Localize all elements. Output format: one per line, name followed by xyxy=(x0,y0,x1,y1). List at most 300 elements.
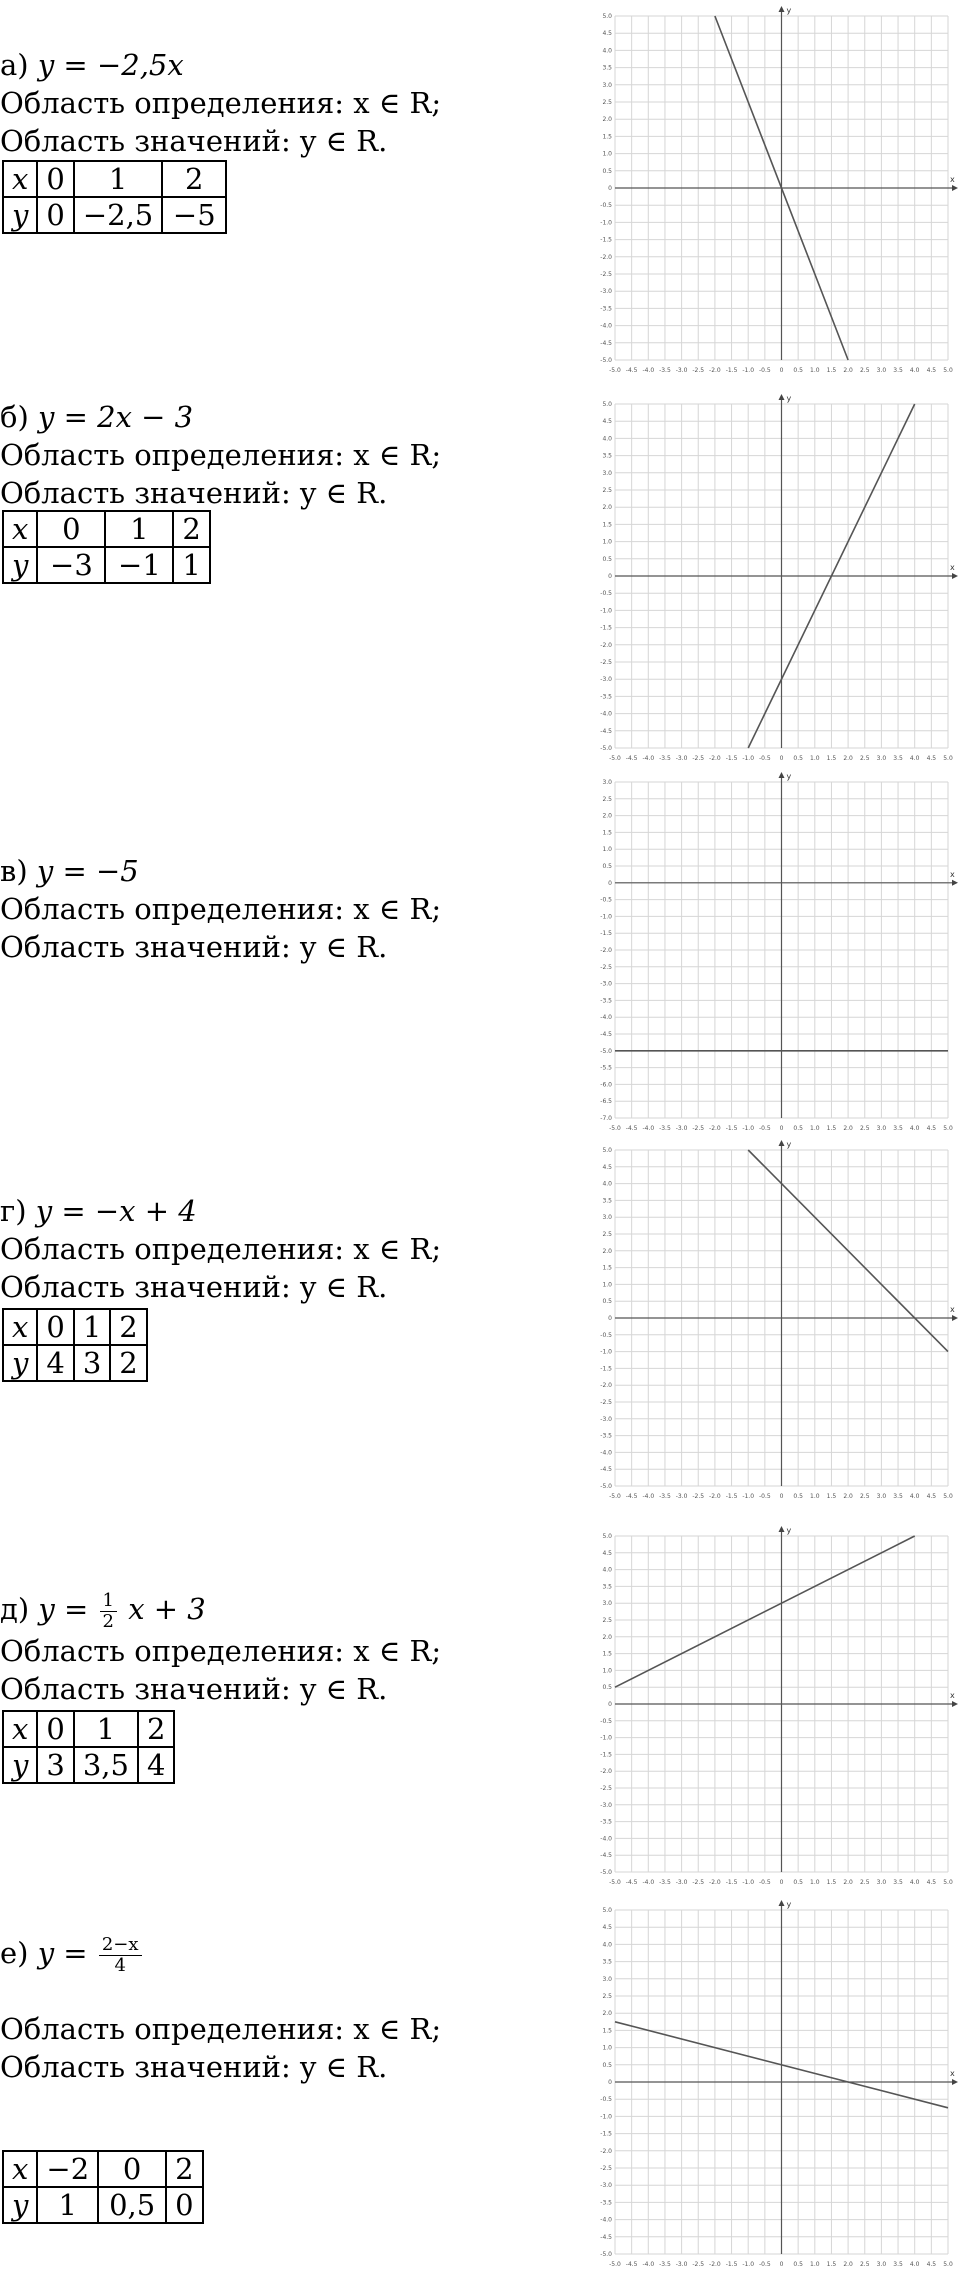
x-tick-label: -4.0 xyxy=(642,1125,655,1132)
x-tick-label: -3.5 xyxy=(659,755,671,762)
x-tick-label: -0.5 xyxy=(758,367,771,374)
table-cell: x xyxy=(3,1711,37,1747)
section-v xyxy=(0,770,960,1140)
y-tick-label: -1.5 xyxy=(600,2130,612,2138)
equation xyxy=(0,1930,560,1976)
x-tick-label: 3.5 xyxy=(893,367,903,374)
y-tick-label: 3.5 xyxy=(602,452,612,460)
table-row-x xyxy=(3,2151,203,2187)
x-tick-label: -2.0 xyxy=(709,1879,721,1886)
range-text: Область значений: y ∈ R. xyxy=(0,124,388,158)
y-tick-label: 2.5 xyxy=(602,487,612,494)
x-tick-label: -2.5 xyxy=(692,755,705,762)
x-tick-label: 3.5 xyxy=(893,1493,903,1500)
x-tick-label: -3.0 xyxy=(675,1493,688,1500)
domain-text: Область определения: x ∈ R; xyxy=(0,1232,442,1266)
x-tick-label: -5.0 xyxy=(609,1493,621,1500)
x-tick-label: 3.0 xyxy=(876,2261,887,2268)
table-cell: 0 xyxy=(37,1711,73,1747)
domain-text: Область определения: x ∈ R; xyxy=(0,86,442,120)
y-axis-label: y xyxy=(786,1900,792,1909)
x-tick-label: -2.0 xyxy=(709,755,721,762)
y-axis-label: y xyxy=(786,394,792,403)
x-tick-label: 1.5 xyxy=(826,1125,837,1132)
table-cell: x xyxy=(3,1309,37,1345)
section-a xyxy=(0,0,960,390)
y-tick-label: -3.0 xyxy=(600,676,612,684)
y-tick-label: 5.0 xyxy=(602,1907,612,1914)
x-tick-label: 2.5 xyxy=(859,1879,870,1886)
y-tick-label: -2.0 xyxy=(600,1382,612,1390)
x-tick-label: 4.5 xyxy=(926,1879,937,1886)
x-tick-label: -3.0 xyxy=(675,2261,688,2268)
table-row-y xyxy=(3,2187,203,2223)
y-tick-label: 3.5 xyxy=(602,64,612,72)
x-tick-label: 3.5 xyxy=(893,755,903,762)
x-tick-label: -3.5 xyxy=(659,367,671,374)
y-tick-label: 0.5 xyxy=(602,863,612,870)
y-tick-label: 0 xyxy=(608,1701,612,1708)
equation xyxy=(0,852,560,890)
y-tick-label: 5.0 xyxy=(602,13,612,20)
y-tick-label: -4.0 xyxy=(600,1835,612,1843)
y-tick-label: 1.0 xyxy=(602,846,612,854)
domain-text: Область определения: x ∈ R; xyxy=(0,892,442,926)
y-tick-label: 2.5 xyxy=(602,1993,612,2000)
table-cell: 2 xyxy=(162,161,226,197)
x-tick-label: 0 xyxy=(779,1879,784,1886)
value-table xyxy=(2,2150,204,2224)
x-tick-label: 1.5 xyxy=(826,1493,837,1500)
y-tick-label: 1.0 xyxy=(602,1667,612,1675)
table-cell: y xyxy=(3,547,37,583)
x-tick-label: -4.5 xyxy=(625,367,638,374)
x-tick-label: -3.0 xyxy=(675,367,688,374)
y-tick-label: -3.0 xyxy=(600,1415,612,1423)
range-text: Область значений: y ∈ R. xyxy=(0,1672,388,1706)
y-tick-label: -0.5 xyxy=(600,590,612,598)
x-tick-label: 3.0 xyxy=(876,367,887,374)
x-tick-label: 0 xyxy=(779,1125,784,1132)
range-text: Область значений: y ∈ R. xyxy=(0,1270,388,1304)
x-tick-label: 0 xyxy=(779,2261,784,2268)
table-row-y xyxy=(3,197,226,233)
y-tick-label: -1.5 xyxy=(600,624,612,632)
y-tick-label: -3.5 xyxy=(600,305,612,313)
x-tick-label: -1.0 xyxy=(742,1879,755,1886)
range-text: Область значений: y ∈ R. xyxy=(0,930,388,964)
table-row-x xyxy=(3,511,210,547)
table-cell: 3 xyxy=(37,1747,73,1783)
table-cell: 2 xyxy=(166,2151,202,2187)
y-tick-label: 2.5 xyxy=(602,1231,612,1238)
x-tick-label: 5.0 xyxy=(943,755,953,762)
x-tick-label: -3.0 xyxy=(675,1879,688,1886)
y-tick-label: -0.5 xyxy=(600,1717,612,1725)
y-tick-label: 1.0 xyxy=(602,538,612,546)
x-tick-label: 1.5 xyxy=(826,367,837,374)
x-tick-label: -2.0 xyxy=(709,367,721,374)
y-tick-label: -3.5 xyxy=(600,1432,612,1440)
x-axis-label: x xyxy=(950,175,955,184)
y-tick-label: 2.0 xyxy=(602,812,612,820)
table-cell: y xyxy=(3,1747,37,1783)
section-e-text xyxy=(0,1930,560,2086)
x-tick-label: -3.5 xyxy=(659,2261,671,2268)
x-tick-label: 4.5 xyxy=(926,367,937,374)
table-cell: −5 xyxy=(162,197,226,233)
y-tick-label: 0 xyxy=(608,2079,612,2086)
table-cell: 0,5 xyxy=(98,2187,166,2223)
x-tick-label: -0.5 xyxy=(758,1879,771,1886)
x-tick-label: 2.0 xyxy=(843,367,853,374)
y-tick-label: 2.0 xyxy=(602,504,612,512)
x-tick-label: 2.0 xyxy=(843,755,853,762)
y-tick-label: -0.5 xyxy=(600,2096,612,2104)
y-tick-label: -0.5 xyxy=(600,202,612,210)
x-tick-label: 3.0 xyxy=(876,1125,887,1132)
equation xyxy=(0,398,560,436)
value-table xyxy=(2,1308,148,1382)
x-axis-label: x xyxy=(950,869,955,879)
y-tick-label: 1.5 xyxy=(602,1264,612,1272)
y-tick-label: 1.5 xyxy=(602,133,612,141)
y-tick-label: -1.0 xyxy=(600,219,612,227)
x-tick-label: 2.5 xyxy=(859,2261,870,2268)
x-axis-label: x xyxy=(950,563,955,572)
y-tick-label: -2.0 xyxy=(600,947,612,954)
x-tick-label: -4.0 xyxy=(642,1493,655,1500)
x-tick-label: 4.5 xyxy=(926,1493,937,1500)
x-axis-arrow xyxy=(952,573,958,579)
y-tick-label: -6.0 xyxy=(600,1081,612,1089)
value-table xyxy=(2,510,211,584)
section-a-text xyxy=(0,46,560,160)
y-axis-label: y xyxy=(786,1140,792,1149)
x-tick-label: -3.0 xyxy=(675,755,688,762)
y-tick-label: 3.5 xyxy=(602,1958,612,1966)
x-tick-label: 1.0 xyxy=(810,367,820,374)
table-cell: y xyxy=(3,197,37,233)
x-tick-label: 3.0 xyxy=(876,755,887,762)
section-label: д) xyxy=(0,1592,30,1626)
section-d-text xyxy=(0,1586,560,1708)
y-tick-label: -0.5 xyxy=(600,896,612,904)
x-tick-label: -3.5 xyxy=(659,1879,671,1886)
x-tick-label: -0.5 xyxy=(758,2261,771,2268)
y-tick-label: -2.5 xyxy=(600,659,612,666)
y-tick-label: -2.0 xyxy=(600,2147,612,2155)
section-d xyxy=(0,1520,960,1900)
x-tick-label: -4.5 xyxy=(625,1879,638,1886)
table-cell: −3 xyxy=(37,547,105,583)
y-tick-label: -7.0 xyxy=(600,1115,612,1122)
x-tick-label: -1.5 xyxy=(725,1879,738,1886)
y-tick-label: 2.0 xyxy=(602,1247,612,1255)
y-tick-label: 0.5 xyxy=(602,1684,612,1692)
y-axis-arrow xyxy=(779,394,785,400)
y-tick-label: 1.5 xyxy=(602,1650,612,1658)
x-tick-label: -1.5 xyxy=(725,1493,738,1500)
table-cell: 0 xyxy=(37,1309,73,1345)
x-tick-label: -1.5 xyxy=(725,367,738,374)
y-tick-label: 2.5 xyxy=(602,795,612,803)
y-tick-label: -4.0 xyxy=(600,2216,612,2224)
x-tick-label: -4.5 xyxy=(625,1493,638,1500)
equation-prefix: y = xyxy=(38,1592,89,1626)
table-row-x xyxy=(3,1309,147,1345)
section-g-text xyxy=(0,1192,560,1306)
y-tick-label: -4.0 xyxy=(600,1014,612,1022)
fraction-denominator: 4 xyxy=(114,1954,126,1976)
y-tick-label: 3.0 xyxy=(602,1214,612,1222)
x-tick-label: -1.0 xyxy=(742,1125,755,1132)
x-tick-label: 1.0 xyxy=(810,755,820,762)
section-label: е) xyxy=(0,1936,29,1970)
x-tick-label: -4.5 xyxy=(625,1125,638,1132)
y-tick-label: -1.0 xyxy=(600,607,612,615)
x-tick-label: 3.0 xyxy=(876,1493,887,1500)
x-tick-label: 4.0 xyxy=(909,2261,920,2268)
x-tick-label: 3.0 xyxy=(876,1879,887,1886)
table-cell: 3 xyxy=(74,1345,110,1381)
y-tick-label: -1.0 xyxy=(600,1734,612,1742)
table-cell: 0 xyxy=(37,197,73,233)
x-axis-arrow xyxy=(952,880,958,886)
table-cell: 0 xyxy=(37,511,105,547)
x-axis-arrow xyxy=(952,1701,958,1707)
y-tick-label: -1.0 xyxy=(600,2113,612,2121)
table-cell: 0 xyxy=(98,2151,166,2187)
x-tick-label: -3.0 xyxy=(675,1125,688,1132)
x-tick-label: 3.5 xyxy=(893,1879,903,1886)
x-axis-arrow xyxy=(952,1315,958,1321)
y-tick-label: 4.5 xyxy=(602,1549,612,1557)
y-axis-arrow xyxy=(779,772,785,778)
y-tick-label: 0 xyxy=(608,1315,612,1322)
y-tick-label: -4.5 xyxy=(600,2233,612,2241)
table-cell: x xyxy=(3,161,37,197)
x-tick-label: -4.0 xyxy=(642,1879,655,1886)
section-b xyxy=(0,390,960,770)
x-tick-label: 3.5 xyxy=(893,1125,903,1132)
y-tick-label: 3.0 xyxy=(602,469,612,477)
x-tick-label: -5.0 xyxy=(609,1125,621,1132)
x-tick-label: 1.0 xyxy=(810,1879,820,1886)
x-tick-label: -4.0 xyxy=(642,367,655,374)
table-cell: 3,5 xyxy=(74,1747,138,1783)
y-tick-label: -5.0 xyxy=(600,1869,612,1876)
table-cell: −2 xyxy=(37,2151,98,2187)
x-tick-label: -1.5 xyxy=(725,2261,738,2268)
y-tick-label: -3.5 xyxy=(600,693,612,701)
graph-v xyxy=(585,772,960,1134)
y-tick-label: -2.5 xyxy=(600,271,612,278)
x-tick-label: -2.0 xyxy=(709,1493,721,1500)
x-tick-label: -0.5 xyxy=(758,1493,771,1500)
y-tick-label: -0.5 xyxy=(600,1331,612,1339)
value-table xyxy=(2,160,227,234)
y-tick-label: -5.5 xyxy=(600,1064,612,1072)
x-tick-label: -1.5 xyxy=(725,1125,738,1132)
x-tick-label: 4.5 xyxy=(926,1125,937,1132)
section-b-text xyxy=(0,398,560,512)
equation-formula: y = 2x − 3 xyxy=(38,400,194,434)
y-tick-label: -1.5 xyxy=(600,1751,612,1759)
x-tick-label: 0 xyxy=(779,1493,784,1500)
y-tick-label: 3.0 xyxy=(602,81,612,89)
y-tick-label: 3.0 xyxy=(602,1600,612,1608)
graph-d xyxy=(585,1526,960,1888)
y-tick-label: 4.0 xyxy=(602,1941,612,1949)
x-axis-label: x xyxy=(950,1691,955,1700)
x-tick-label: -2.5 xyxy=(692,1493,705,1500)
y-tick-label: -1.5 xyxy=(600,930,612,938)
table-cell: 1 xyxy=(74,1711,138,1747)
table-row-x xyxy=(3,1711,174,1747)
x-tick-label: -1.0 xyxy=(742,2261,755,2268)
y-tick-label: -3.0 xyxy=(600,1801,612,1809)
x-tick-label: 3.5 xyxy=(893,2261,903,2268)
y-tick-label: -2.0 xyxy=(600,253,612,261)
x-tick-label: 2.0 xyxy=(843,1125,853,1132)
equation-formula: y = −2,5x xyxy=(37,48,184,82)
y-tick-label: -4.0 xyxy=(600,710,612,718)
y-axis-arrow xyxy=(779,1526,785,1532)
fraction xyxy=(100,1591,117,1632)
y-axis-label: y xyxy=(786,1526,792,1535)
y-tick-label: -2.5 xyxy=(600,963,612,971)
y-tick-label: -1.0 xyxy=(600,1348,612,1356)
y-tick-label: -4.5 xyxy=(600,1466,612,1474)
section-label: в) xyxy=(0,854,28,888)
y-tick-label: -4.5 xyxy=(600,727,612,735)
table-row-y xyxy=(3,1747,174,1783)
y-tick-label: -4.0 xyxy=(600,322,612,330)
y-tick-label: 1.5 xyxy=(602,829,612,837)
y-tick-label: -2.0 xyxy=(600,1768,612,1776)
x-tick-label: -2.0 xyxy=(709,1125,721,1132)
y-tick-label: -3.0 xyxy=(600,2182,612,2190)
y-tick-label: 5.0 xyxy=(602,1533,612,1540)
equation xyxy=(0,1586,560,1632)
y-tick-label: 2.5 xyxy=(602,1617,612,1624)
y-tick-label: 1.0 xyxy=(602,2044,612,2052)
x-tick-label: -3.5 xyxy=(659,1493,671,1500)
y-tick-label: 4.0 xyxy=(602,47,612,55)
y-tick-label: 1.5 xyxy=(602,521,612,529)
x-tick-label: 4.0 xyxy=(909,755,920,762)
x-tick-label: -0.5 xyxy=(758,1125,771,1132)
domain-text: Область определения: x ∈ R; xyxy=(0,1634,442,1668)
y-tick-label: 4.0 xyxy=(602,1566,612,1574)
y-tick-label: 4.5 xyxy=(602,30,612,38)
x-tick-label: 2.5 xyxy=(859,1125,870,1132)
x-tick-label: 4.5 xyxy=(926,2261,937,2268)
x-tick-label: -0.5 xyxy=(758,755,771,762)
x-tick-label: -4.0 xyxy=(642,2261,655,2268)
y-tick-label: -5.0 xyxy=(600,1483,612,1490)
y-tick-label: 1.5 xyxy=(602,2027,612,2035)
y-tick-label: 1.0 xyxy=(602,150,612,158)
y-tick-label: -2.5 xyxy=(600,1785,612,1792)
y-tick-label: 2.0 xyxy=(602,1633,612,1641)
y-tick-label: -3.0 xyxy=(600,288,612,296)
y-tick-label: -5.0 xyxy=(600,745,612,752)
x-tick-label: -2.0 xyxy=(709,2261,721,2268)
x-tick-label: 1.5 xyxy=(826,755,837,762)
x-tick-label: 0.5 xyxy=(793,1125,803,1132)
fraction-denominator: 2 xyxy=(102,1610,114,1632)
x-tick-label: 0.5 xyxy=(793,367,803,374)
y-tick-label: 3.0 xyxy=(602,1975,612,1983)
section-label: б) xyxy=(0,400,29,434)
y-axis-arrow xyxy=(779,1900,785,1906)
x-tick-label: 5.0 xyxy=(943,1125,953,1132)
x-tick-label: -4.5 xyxy=(625,2261,638,2268)
y-tick-label: 0.5 xyxy=(602,1298,612,1306)
fraction-numerator: 1 xyxy=(100,1591,117,1612)
table-cell: −2,5 xyxy=(74,197,162,233)
y-tick-label: -6.5 xyxy=(600,1098,612,1106)
y-tick-label: -2.0 xyxy=(600,641,612,649)
y-tick-label: -1.5 xyxy=(600,1365,612,1373)
y-tick-label: -5.0 xyxy=(600,1047,612,1055)
y-tick-label: -2.5 xyxy=(600,2165,612,2172)
x-tick-label: 5.0 xyxy=(943,367,953,374)
y-tick-label: 0 xyxy=(608,573,612,580)
y-tick-label: 4.5 xyxy=(602,1163,612,1171)
x-tick-label: 2.0 xyxy=(843,2261,853,2268)
y-tick-label: -3.5 xyxy=(600,2199,612,2207)
y-tick-label: 4.0 xyxy=(602,435,612,443)
y-tick-label: 0.5 xyxy=(602,2061,612,2069)
table-cell: 1 xyxy=(105,511,173,547)
fraction xyxy=(99,1935,142,1976)
table-cell: 1 xyxy=(173,547,209,583)
x-tick-label: 5.0 xyxy=(943,1879,953,1886)
x-tick-label: -2.5 xyxy=(692,367,705,374)
y-tick-label: -3.0 xyxy=(600,980,612,988)
x-tick-label: -5.0 xyxy=(609,367,621,374)
equation-formula: y = −x + 4 xyxy=(35,1194,197,1228)
x-axis-arrow xyxy=(952,185,958,191)
y-tick-label: 0 xyxy=(608,185,612,192)
y-tick-label: -2.5 xyxy=(600,1399,612,1406)
x-tick-label: 1.5 xyxy=(826,1879,837,1886)
x-tick-label: -3.5 xyxy=(659,1125,671,1132)
y-tick-label: 0.5 xyxy=(602,167,612,175)
table-cell: 4 xyxy=(138,1747,174,1783)
x-tick-label: -1.5 xyxy=(725,755,738,762)
y-tick-label: -5.0 xyxy=(600,357,612,364)
x-tick-label: 0.5 xyxy=(793,1879,803,1886)
table-cell: 1 xyxy=(74,1309,110,1345)
x-tick-label: 4.0 xyxy=(909,1879,920,1886)
x-tick-label: -2.5 xyxy=(692,1879,705,1886)
table-cell: −1 xyxy=(105,547,173,583)
y-tick-label: 5.0 xyxy=(602,1147,612,1154)
section-g xyxy=(0,1140,960,1520)
x-tick-label: 4.5 xyxy=(926,755,937,762)
x-tick-label: -1.0 xyxy=(742,1493,755,1500)
table-cell: y xyxy=(3,1345,37,1381)
x-tick-label: 0 xyxy=(779,755,784,762)
value-table xyxy=(2,1710,175,1784)
graph-b xyxy=(585,394,960,764)
y-tick-label: -4.0 xyxy=(600,1449,612,1457)
y-axis-arrow xyxy=(779,1140,785,1146)
